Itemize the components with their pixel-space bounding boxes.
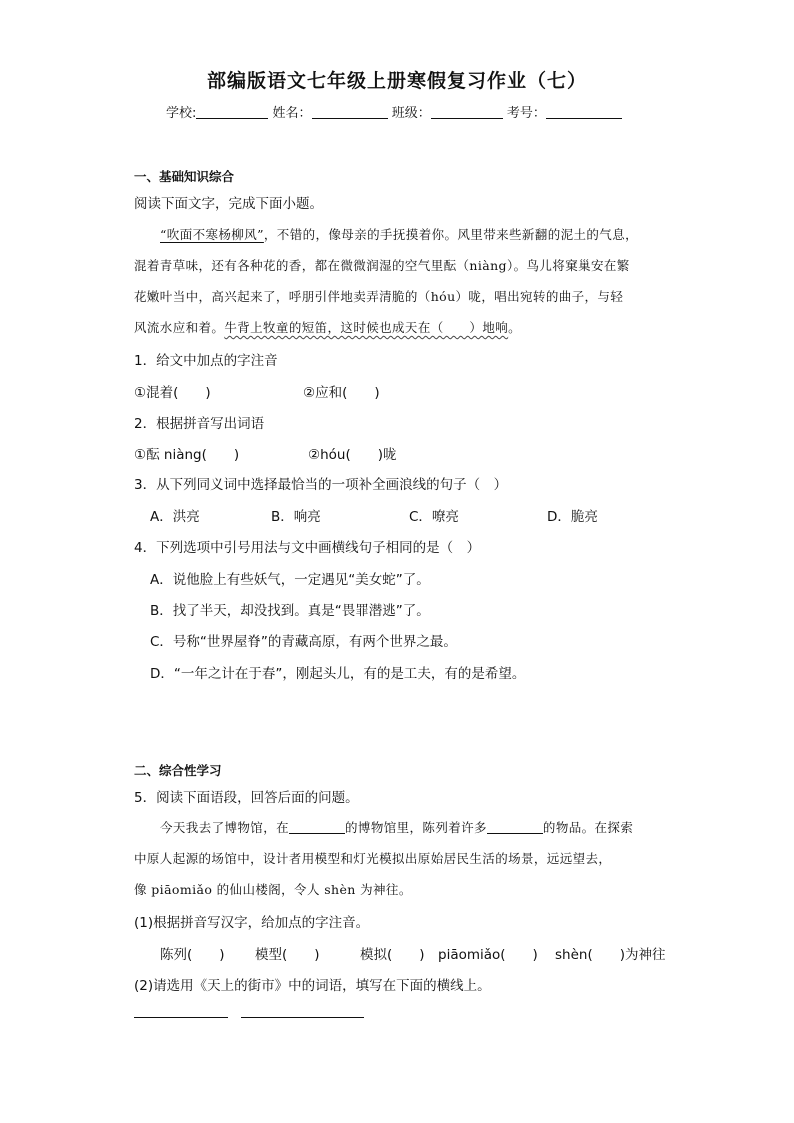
answer-item[interactable]: shèn( )为神往 (555, 947, 666, 963)
answer-line[interactable] (134, 1017, 228, 1018)
option-d[interactable]: D．“一年之计在于春”，刚起头儿，有的是工夫，有的是希望。 (150, 666, 526, 682)
answer-item[interactable]: ①混着( ) (134, 385, 211, 401)
passage-line: 今天我去了博物馆，在 的博物馆里，陈列着许多 的物品。在探索 (160, 820, 634, 835)
passage-line: 花嫩叶当中，高兴起来了，呼朋引伴地卖弄清脆的（hóu）咙，唱出宛转的曲子，与轻 (134, 289, 624, 304)
class-blank[interactable] (431, 104, 503, 119)
answer-item[interactable]: piāomiǎo( ) (438, 947, 538, 963)
answer-line[interactable] (241, 1017, 364, 1018)
passage-line: “吹面不寒杨柳风”，不错的，像母亲的手抚摸着你。风里带来些新翻的泥土的气息， (160, 227, 638, 242)
fill-blank[interactable] (487, 820, 543, 834)
school-blank[interactable] (196, 104, 268, 119)
student-info-row (166, 102, 622, 121)
passage-line: 中原人起源的场馆中，设计者用模型和灯光模拟出原始居民生活的场景，远远望去， (134, 851, 612, 866)
option-b[interactable]: B．找了半天，却没找到。真是“畏罪潜逃”了。 (150, 603, 430, 619)
option-c[interactable]: C．嘹亮 (409, 509, 459, 525)
question-stem: 2．根据拼音写出词语 (134, 416, 265, 432)
school-label: 学校: (166, 106, 197, 121)
section-heading: 二、综合性学习 (134, 763, 222, 778)
quoted-phrase: “吹面不寒杨柳风” (160, 227, 264, 242)
section-intro: 阅读下面文字，完成下面小题。 (134, 196, 323, 212)
option-b[interactable]: B．响亮 (271, 509, 321, 525)
answer-item[interactable]: ①酝 niàng( ) (134, 447, 240, 463)
option-a[interactable]: A．洪亮 (150, 509, 200, 525)
wavy-underlined-sentence: 牛背上牧童的短笛，这时候也成天在（ ）地响 (224, 320, 509, 335)
answer-item[interactable]: 陈列( ) (160, 947, 225, 963)
passage-line: 风流水应和着。牛背上牧童的短笛，这时候也成天在（ ）地响。 (134, 320, 522, 335)
answer-item[interactable]: ②应和( ) (303, 385, 380, 401)
name-blank[interactable] (312, 104, 388, 119)
option-a[interactable]: A．说他脸上有些妖气，一定遇见“美女蛇”了。 (150, 572, 430, 588)
fill-blank[interactable] (289, 820, 345, 834)
question-stem: 3．从下列同义词中选择最恰当的一项补全画浪线的句子（ ） (134, 477, 508, 493)
exam-no-label: 考号： (506, 106, 546, 121)
passage-line: 像 piāomiǎo 的仙山楼阁，令人 shèn 为神往。 (134, 882, 412, 897)
class-label: 班级： (391, 106, 431, 121)
question-stem: 5．阅读下面语段，回答后面的问题。 (134, 790, 359, 806)
question-stem: 4．下列选项中引号用法与文中画横线句子相同的是（ ） (134, 540, 481, 556)
sub-question: (2)请选用《天上的街市》中的词语，填写在下面的横线上。 (134, 978, 491, 994)
name-label: 姓名： (272, 106, 312, 121)
answer-item[interactable]: ②hóu( )咙 (308, 447, 397, 463)
sub-question: (1)根据拼音写汉字，给加点的字注音。 (134, 915, 370, 931)
question-stem: 1．给文中加点的字注音 (134, 353, 278, 369)
page-title: 部编版语文七年级上册寒假复习作业（七） (206, 70, 587, 92)
passage-line: 混着青草味，还有各种花的香，都在微微润湿的空气里酝（niàng）。鸟儿将窠巢安在繁 (134, 258, 630, 273)
exam-no-blank[interactable] (546, 104, 622, 119)
answer-item[interactable]: 模拟( ) (360, 947, 425, 963)
option-d[interactable]: D．脆亮 (547, 509, 598, 525)
option-c[interactable]: C．号称“世界屋脊”的青藏高原，有两个世界之最。 (150, 634, 457, 650)
answer-item[interactable]: 模型( ) (255, 947, 320, 963)
section-heading: 一、基础知识综合 (134, 169, 235, 184)
